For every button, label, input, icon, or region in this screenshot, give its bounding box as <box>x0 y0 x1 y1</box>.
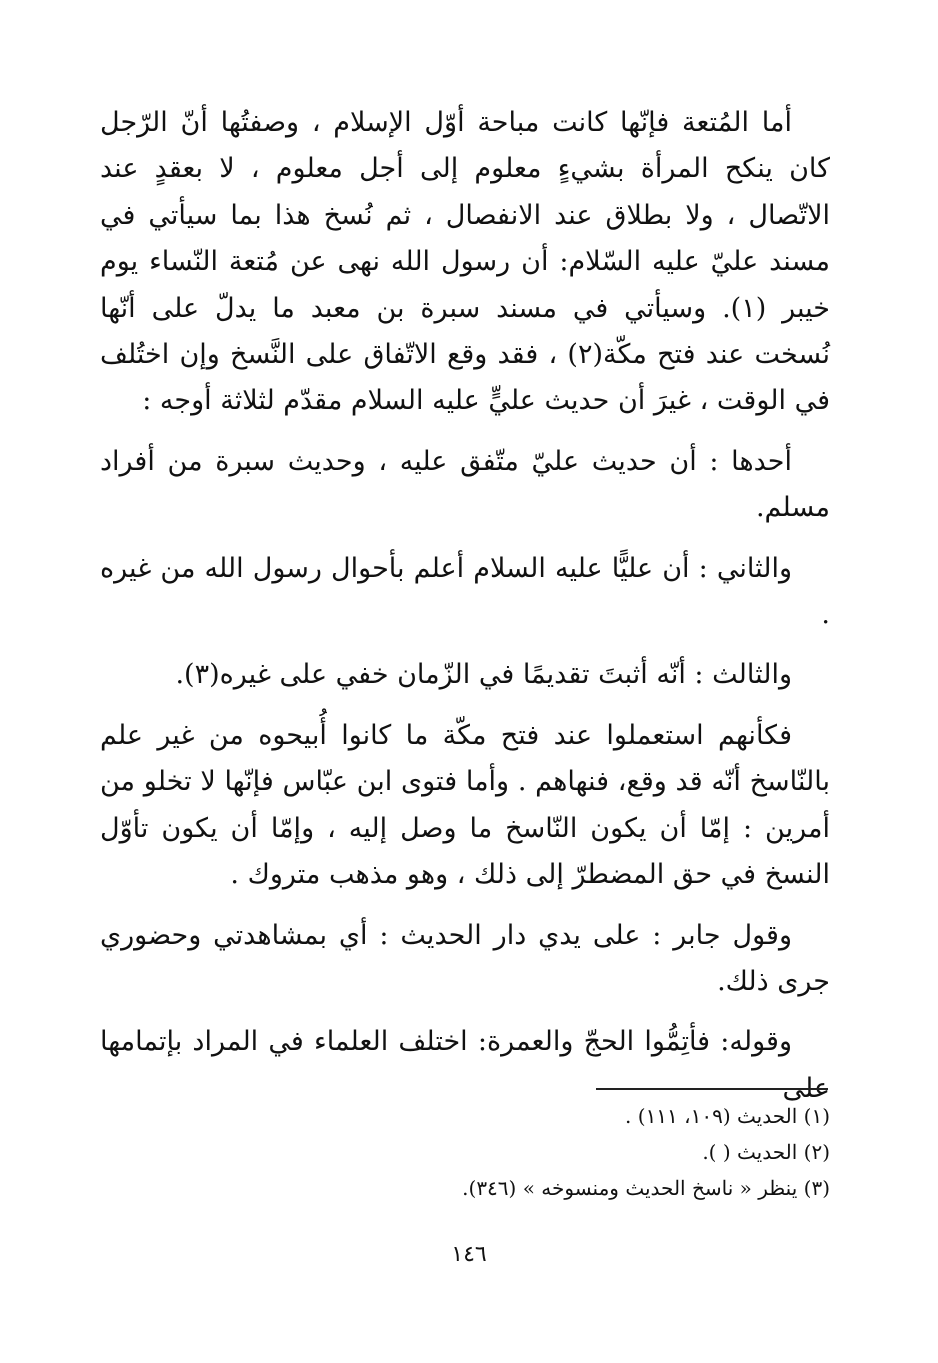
paragraph-mutah: أما المُتعة فإنّها كانت مباحة أوّل الإسلام ، وصفتُها أنّ الرّجل كان ينكح المرأة بشيءٍ معلوم إلى أجل معلوم ، لا بعقدٍ عند الاتّصال ، ولا بطلاق عند الانفصال ، ثم نُسخ هذا بما سيأتي في مسند عليّ عليه السّلام: أن رسول الله نهى عن مُتعة النّساء يوم خيبر (١). وسيأتي في مسند سبرة بن معبد ما يدلّ على أنّها نُسخت عند فتح مكّة(٢) ، فقد وقع الاتّفاق على النَّسخ وإن اختُلف في الوقت ، غيرَ أن حديث عليٍّ عليه السلام مقدّم لثلاثة أوجه : <box>100 107 831 417</box>
paragraph-jabir: وقول جابر : على يدي دار الحديث : أي بمشاهدتي وحضوري جرى ذلك. <box>100 919 830 997</box>
footnote-1: (١) الحديث (١٠٩، ١١١) . <box>625 1104 830 1128</box>
paragraph-first-reason: أحدها : أن حديث عليّ متّفق عليه ، وحديث سبرة من أفراد مسلم. <box>100 445 830 524</box>
footnote-2: (٢) الحديث ( ). <box>702 1140 830 1164</box>
footnotes <box>270 1098 830 1206</box>
paragraph-second-reason: والثاني : أن عليًّا عليه السلام أعلم بأحوال رسول الله من غيره . <box>100 552 830 631</box>
footnote-3: (٣) ينظر « ناسخ الحديث ومنسوخه » (٣٤٦). <box>462 1176 830 1200</box>
paragraph-third-reason: والثالث : أنّه أثبتَ تقديمًا في الزّمان خفي على غيره(٣). <box>175 659 792 691</box>
main-text <box>100 100 830 1126</box>
footnote-divider <box>596 1088 828 1090</box>
page-number: ١٤٦ <box>451 1242 487 1267</box>
paragraph-hajj-umrah: وقوله: فأتِمُّوا الحجّ والعمرة: اختلف العلماء في المراد بإتمامها على <box>100 1026 830 1104</box>
paragraph-fath-makkah: فكأنهم استعملوا عند فتح مكّة ما كانوا أُبيحوه من غير علم بالنّاسخ أنّه قد وقع، فنهاهم . وأما فتوى ابن عبّاس فإنّها لا تخلو من أمرين : إمّا أن يكون النّاسخ ما وصل إليه ، وإمّا أن يكون تأوّل النسخ في حق المضطرّ إلى ذلك ، وهو مذهب متروك . <box>100 719 830 891</box>
